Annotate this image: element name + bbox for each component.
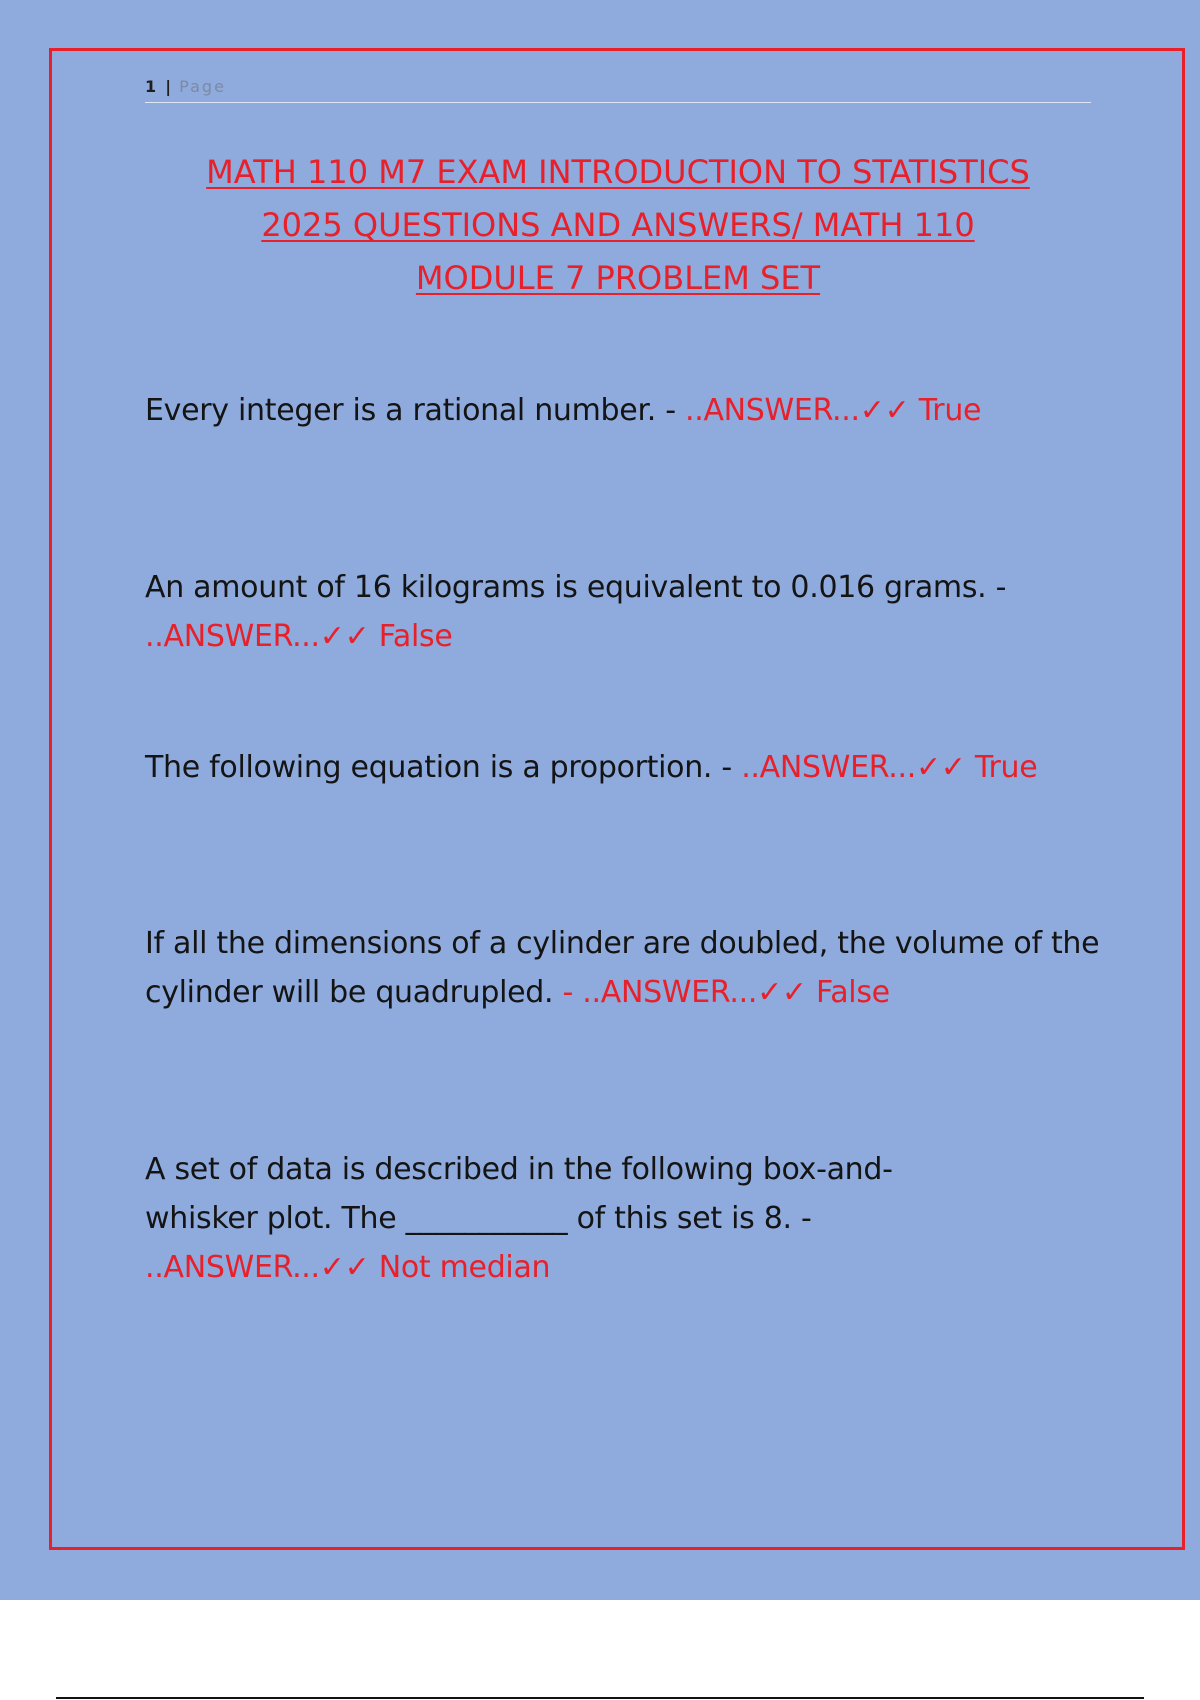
answer-value: True	[918, 393, 982, 428]
bottom-rule	[56, 1697, 1144, 1699]
qa-item-4	[145, 919, 1107, 1017]
answer-value: Not median	[378, 1250, 551, 1285]
answer-value: True	[974, 750, 1038, 785]
qa-item-5	[145, 1145, 1005, 1292]
qa-item-3	[145, 743, 1085, 792]
page-header	[145, 76, 1091, 103]
answer-marker: ..ANSWER...✓✓	[741, 750, 966, 785]
answer-value: False	[816, 975, 890, 1010]
answer-value: False	[378, 619, 453, 654]
answer-marker: ..ANSWER...✓✓	[145, 1250, 370, 1285]
question-text: A set of data is described in the following box-and-whisker plot. The ___________ of this set is 8. -	[145, 1152, 893, 1236]
question-text: An amount of 16 kilograms is equivalent to 0.016 grams. -	[145, 570, 1007, 605]
document-title	[145, 146, 1091, 305]
qa-item-2	[145, 563, 1090, 661]
title-line-1: MATH 110 M7 EXAM INTRODUCTION TO STATISTICS	[206, 153, 1030, 191]
question-text: If all the dimensions of a cylinder are doubled, the volume of the cylinder will be quadrupled.	[145, 926, 1100, 1010]
title-line-2: 2025 QUESTIONS AND ANSWERS/ MATH 110	[261, 206, 975, 244]
question-dash: -	[562, 975, 574, 1010]
page-number: 1	[145, 77, 159, 96]
page-label: Page	[179, 77, 226, 96]
question-text: Every integer is a rational number. -	[145, 393, 676, 428]
title-line-3: MODULE 7 PROBLEM SET	[415, 259, 821, 297]
answer-marker: ..ANSWER...✓✓	[145, 619, 370, 654]
answer-marker: ..ANSWER...✓✓	[582, 975, 807, 1010]
page-separator: |	[165, 77, 173, 96]
question-text: The following equation is a proportion. -	[145, 750, 732, 785]
qa-item-1	[145, 386, 1025, 435]
answer-marker: ..ANSWER...✓✓	[684, 393, 910, 428]
